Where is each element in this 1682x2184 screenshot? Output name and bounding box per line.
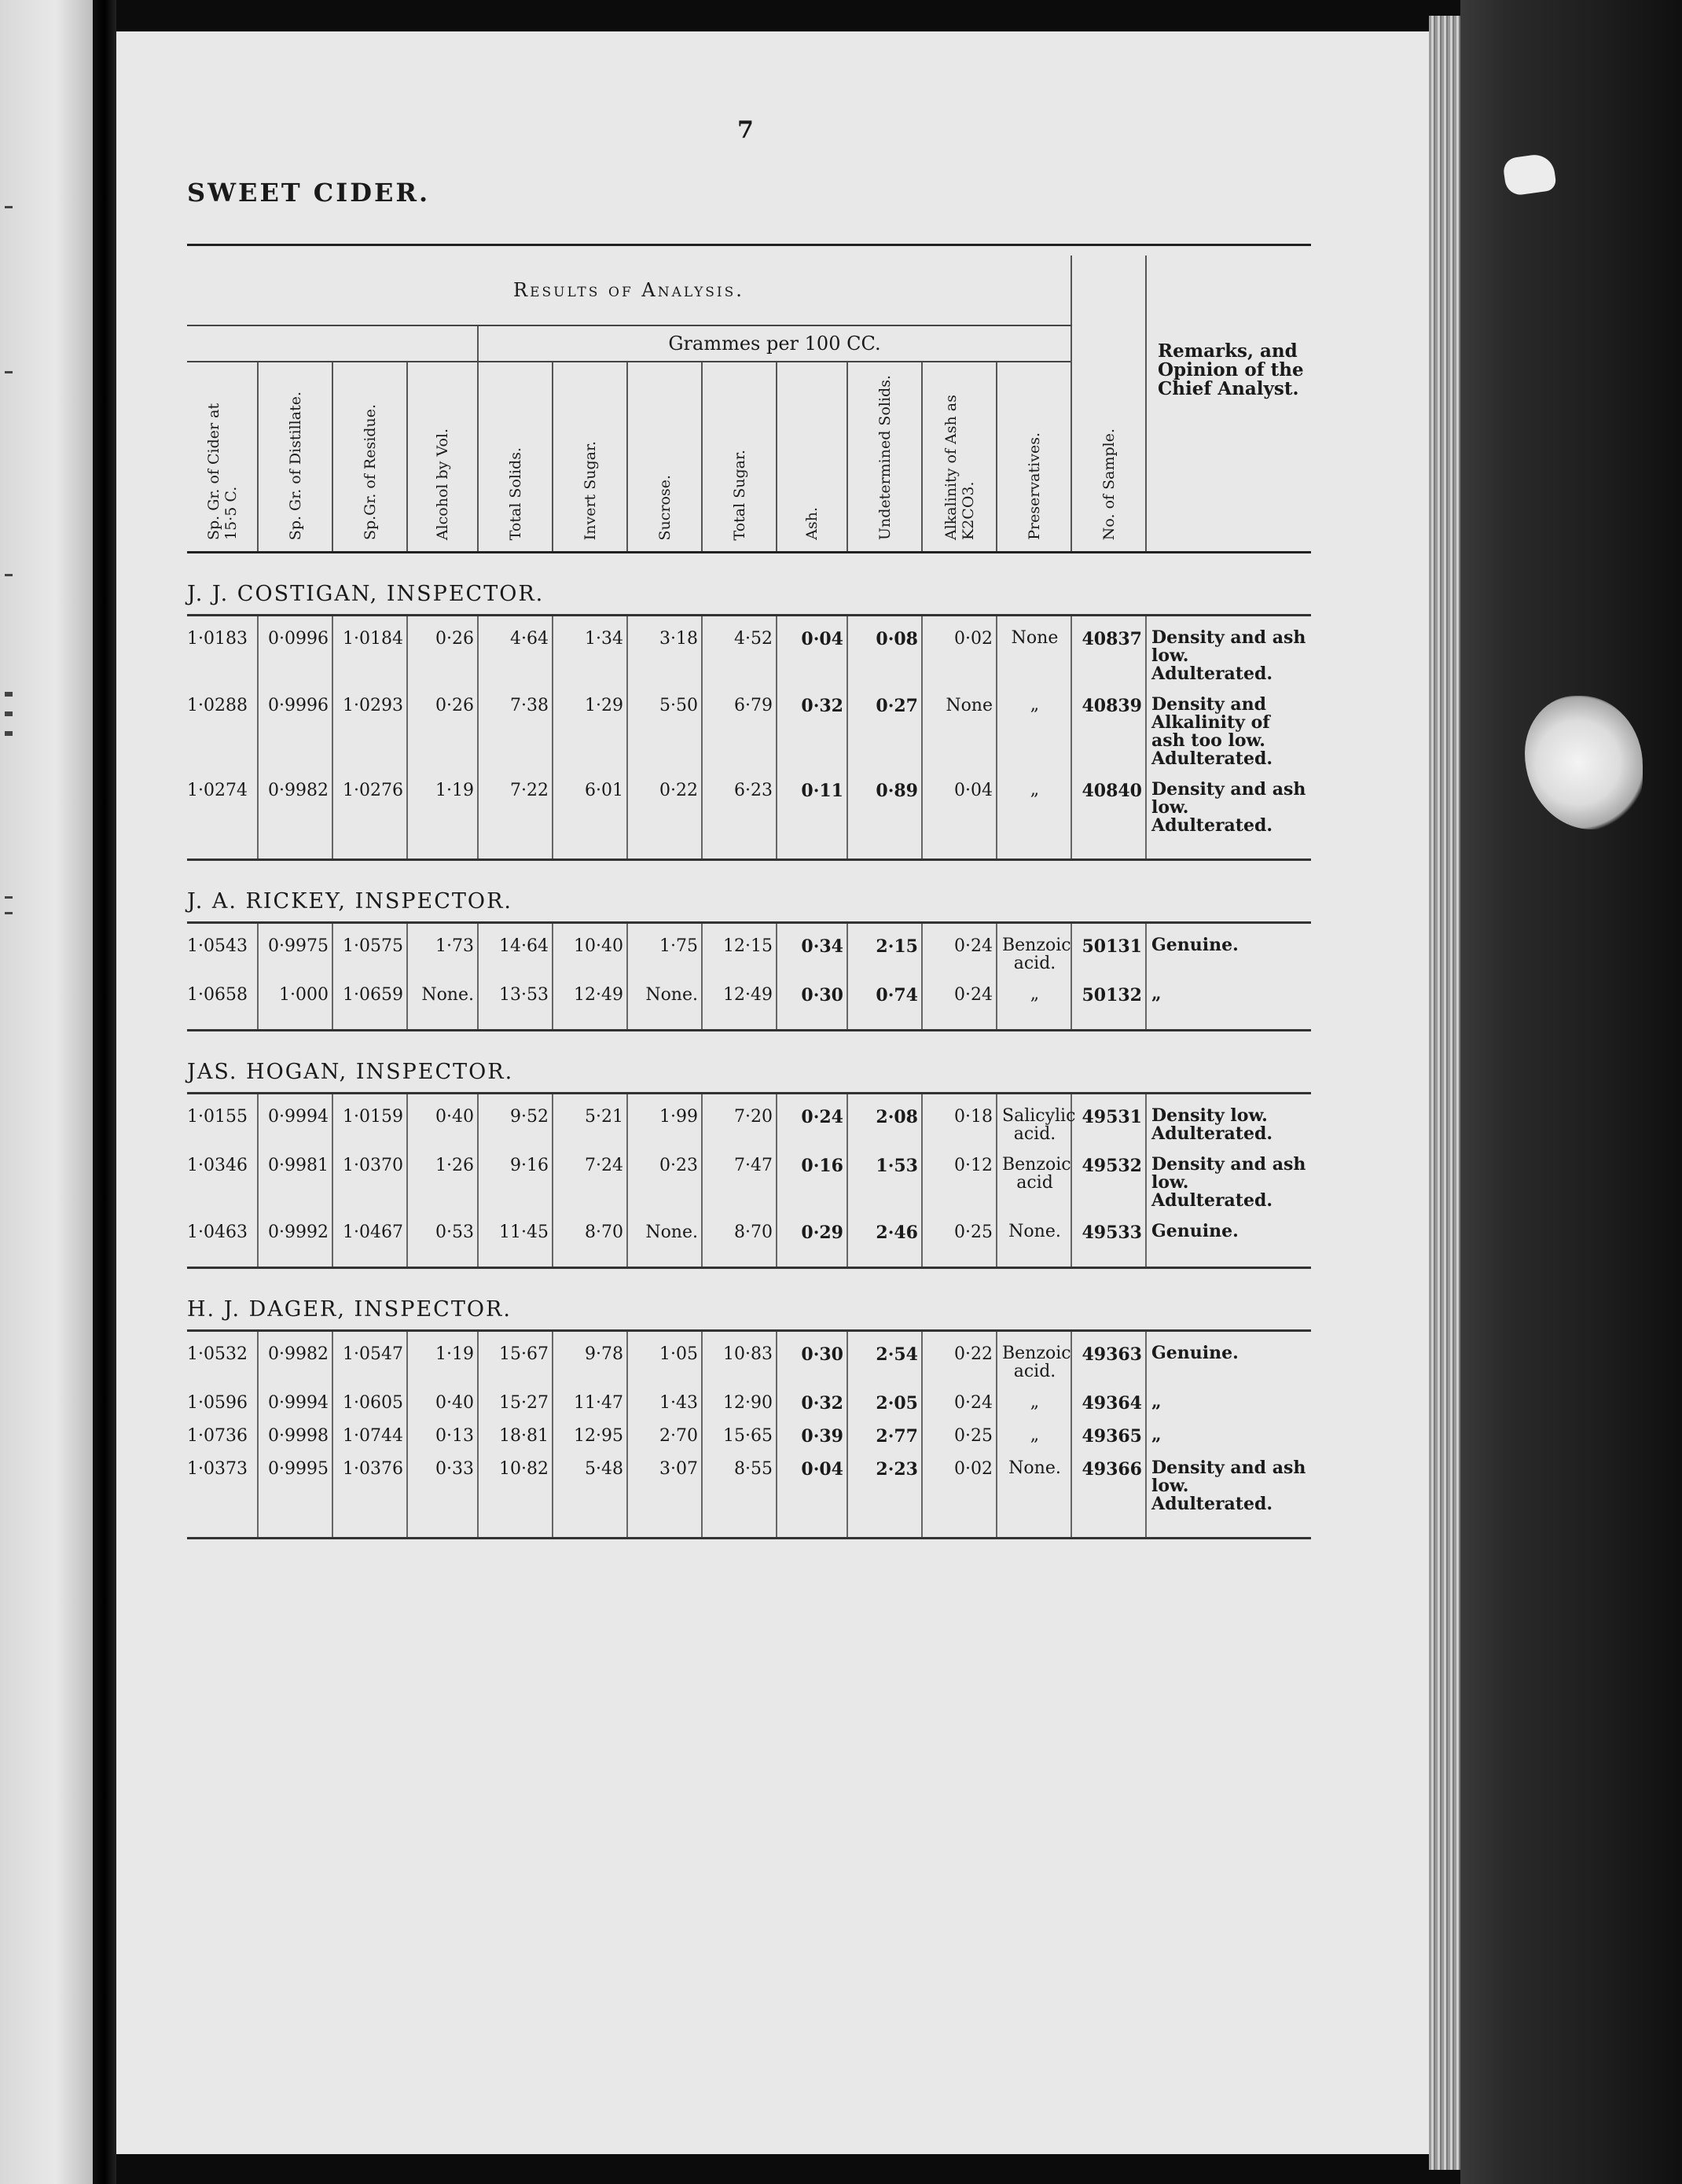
- table-row: [187, 1094, 1311, 1144]
- page-edges: [1429, 16, 1460, 2170]
- inspector-heading: H. J. DAGER, INSPECTOR.: [187, 1268, 1311, 1331]
- table-row: [187, 1447, 1311, 1513]
- table-cell: None.: [997, 1447, 1071, 1513]
- table-cell: 1·0276: [332, 768, 407, 835]
- table-cell: 1·0658: [187, 985, 248, 1005]
- section-end-rule: [187, 1513, 1311, 1539]
- table-cell: 0·9992: [258, 1210, 332, 1243]
- table-cell: 0·30: [777, 1331, 847, 1381]
- inspector-heading: JAS. HOGAN, INSPECTOR.: [187, 1031, 1311, 1094]
- table-cell: 1·0183: [187, 629, 248, 649]
- table-cell: 12·49: [553, 973, 627, 1006]
- table-cell: 2·15: [847, 923, 922, 973]
- table-cell: 7·24: [553, 1143, 627, 1210]
- table-cell: 2·23: [847, 1447, 922, 1513]
- table-cell: 0·9998: [258, 1414, 332, 1447]
- table-cell: 7·47: [702, 1143, 777, 1210]
- table-cell: 1·0605: [332, 1381, 407, 1414]
- column-header: Alcohol by Vol.: [407, 362, 478, 553]
- remarks-cell: „: [1146, 1414, 1311, 1447]
- table-cell: 6·01: [553, 768, 627, 835]
- grammes-per-100cc-header: Grammes per 100 CC.: [478, 325, 1071, 362]
- column-header: Total Solids.: [478, 362, 553, 553]
- table-row: [187, 1210, 1311, 1243]
- table-row: [187, 1414, 1311, 1447]
- table-cell: 0·25: [922, 1414, 997, 1447]
- table-cell: 1·0370: [332, 1143, 407, 1210]
- table-cell: 1·0543: [187, 936, 248, 956]
- column-header: Undetermined Solids.: [847, 362, 922, 553]
- table-cell: 0·9982: [258, 768, 332, 835]
- table-cell: None: [922, 683, 997, 768]
- table-cell: 1·99: [627, 1094, 702, 1144]
- table-cell: 0·26: [407, 683, 478, 768]
- spine-stain-mark: [1525, 696, 1643, 829]
- table-cell: 0·12: [922, 1143, 997, 1210]
- inspector-row: [187, 553, 1311, 616]
- sample-number-cell: 49363: [1071, 1331, 1146, 1381]
- table-cell: 14·64: [478, 923, 553, 973]
- table-cell: 1·43: [627, 1381, 702, 1414]
- table-cell: „: [997, 683, 1071, 768]
- table-cell: 7·38: [478, 683, 553, 768]
- remarks-cell: Density and ash low. Adulterated.: [1146, 768, 1311, 835]
- remarks-cell: Density and ash low. Adulterated.: [1146, 1143, 1311, 1210]
- remarks-header: Remarks, and Opinion of the Chief Analyst.: [1146, 256, 1311, 553]
- table-cell: 1·0744: [332, 1414, 407, 1447]
- remarks-cell: Genuine.: [1146, 923, 1311, 973]
- sample-number-header: No. of Sample.: [1071, 256, 1146, 553]
- table-cell: 0·9982: [258, 1331, 332, 1381]
- table-cell: 0·30: [777, 973, 847, 1006]
- table-cell: 0·9996: [258, 683, 332, 768]
- table-cell: 0·9975: [258, 923, 332, 973]
- table-cell: 0·32: [777, 683, 847, 768]
- table-cell: 1·0159: [332, 1094, 407, 1144]
- table-cell: 10·40: [553, 923, 627, 973]
- table-cell: 1·000: [258, 973, 332, 1006]
- table-cell: 0·18: [922, 1094, 997, 1144]
- table-body: [187, 553, 1311, 1539]
- table-cell: 5·21: [553, 1094, 627, 1144]
- table-cell: 0·40: [407, 1381, 478, 1414]
- sample-number-cell: 50131: [1071, 923, 1146, 973]
- table-cell: 1·0288: [187, 696, 248, 715]
- table-cell: 0·39: [777, 1414, 847, 1447]
- table-cell: 13·53: [478, 973, 553, 1006]
- table-cell: 11·47: [553, 1381, 627, 1414]
- table-cell: 5·50: [627, 683, 702, 768]
- table-cell: 0·02: [922, 1447, 997, 1513]
- remarks-cell: „: [1146, 973, 1311, 1006]
- table-cell: 0·24: [922, 973, 997, 1006]
- remarks-cell: Density and ash low. Adulterated.: [1146, 1447, 1311, 1513]
- table-cell: 5·48: [553, 1447, 627, 1513]
- table-cell: 12·95: [553, 1414, 627, 1447]
- table-cell: 0·53: [407, 1210, 478, 1243]
- table-cell: 0·89: [847, 768, 922, 835]
- table-cell: Benzoic acid: [997, 1143, 1071, 1210]
- table-cell: 2·05: [847, 1381, 922, 1414]
- spine-label-mark: [1502, 153, 1557, 197]
- table-cell: 1·0736: [187, 1426, 248, 1446]
- sample-number-cell: 40840: [1071, 768, 1146, 835]
- table-cell: 0·26: [407, 616, 478, 684]
- table-cell: 4·52: [702, 616, 777, 684]
- table-cell: None.: [627, 1210, 702, 1243]
- table-cell: None.: [627, 973, 702, 1006]
- table-cell: 1·0596: [187, 1393, 248, 1413]
- column-header: Ash.: [777, 362, 847, 553]
- table-cell: 12·49: [702, 973, 777, 1006]
- sample-number-cell: 49533: [1071, 1210, 1146, 1243]
- table-cell: Benzoic acid.: [997, 1331, 1071, 1381]
- table-cell: 0·32: [777, 1381, 847, 1414]
- table-cell: 1·0532: [187, 1344, 248, 1364]
- page-number: 7: [737, 116, 754, 144]
- table-cell: 1·0274: [187, 781, 248, 800]
- table-cell: „: [997, 768, 1071, 835]
- table-cell: 0·24: [777, 1094, 847, 1144]
- inspector-heading: J. J. COSTIGAN, INSPECTOR.: [187, 553, 1311, 616]
- sample-number-cell: 40837: [1071, 616, 1146, 684]
- table-cell: 1·34: [553, 616, 627, 684]
- table-cell: 1·73: [407, 923, 478, 973]
- table-cell: 1·75: [627, 923, 702, 973]
- table-cell: 0·9995: [258, 1447, 332, 1513]
- table-cell: 9·78: [553, 1331, 627, 1381]
- table-cell: 0·0996: [258, 616, 332, 684]
- table-cell: 15·67: [478, 1331, 553, 1381]
- table-cell: 0·04: [922, 768, 997, 835]
- table-cell: 0·24: [922, 923, 997, 973]
- table-cell: None.: [407, 973, 478, 1006]
- table-cell: 1·0293: [332, 683, 407, 768]
- sample-number-cell: 49364: [1071, 1381, 1146, 1414]
- table-cell: 0·02: [922, 616, 997, 684]
- table-cell: 1·29: [553, 683, 627, 768]
- section-end-rule: [187, 1243, 1311, 1268]
- table-cell: 10·83: [702, 1331, 777, 1381]
- column-header: Invert Sugar.: [553, 362, 627, 553]
- table-cell: 1·0463: [187, 1223, 248, 1242]
- table-cell: 6·23: [702, 768, 777, 835]
- table-cell: 0·40: [407, 1094, 478, 1144]
- remarks-cell: Density and ash low. Adulterated.: [1146, 616, 1311, 684]
- table-cell: 0·04: [777, 616, 847, 684]
- section-end-rule: [187, 1006, 1311, 1031]
- facing-page-edge: [0, 0, 93, 2184]
- table-cell: 2·77: [847, 1414, 922, 1447]
- table-cell: 7·22: [478, 768, 553, 835]
- table-cell: 0·08: [847, 616, 922, 684]
- table-cell: 7·20: [702, 1094, 777, 1144]
- table-row: [187, 973, 1311, 1006]
- table-cell: 12·15: [702, 923, 777, 973]
- top-rule: [187, 245, 1311, 256]
- table-cell: 18·81: [478, 1414, 553, 1447]
- column-header: Sp.Gr. of Residue.: [332, 362, 407, 553]
- column-header: Sp. Gr. of Distillate.: [258, 362, 332, 553]
- table-cell: 1·0575: [332, 923, 407, 973]
- table-cell: Salicylic acid.: [997, 1094, 1071, 1144]
- table-cell: „: [997, 973, 1071, 1006]
- table-cell: 10·82: [478, 1447, 553, 1513]
- inspector-row: [187, 860, 1311, 923]
- table-cell: 1·0346: [187, 1156, 248, 1175]
- table-cell: 1·0376: [332, 1447, 407, 1513]
- table-cell: 0·27: [847, 683, 922, 768]
- table-cell: 0·9994: [258, 1094, 332, 1144]
- table-cell: 3·07: [627, 1447, 702, 1513]
- table-cell: 1·19: [407, 768, 478, 835]
- column-header: Sucrose.: [627, 362, 702, 553]
- table-cell: 0·16: [777, 1143, 847, 1210]
- table-cell: 8·55: [702, 1447, 777, 1513]
- table-cell: 1·0659: [332, 973, 407, 1006]
- table-cell: 0·13: [407, 1414, 478, 1447]
- table-cell: 2·46: [847, 1210, 922, 1243]
- table-cell: 1·0155: [187, 1107, 248, 1127]
- sample-number-cell: 49531: [1071, 1094, 1146, 1144]
- table-cell: 4·64: [478, 616, 553, 684]
- table-cell: 0·9994: [258, 1381, 332, 1414]
- table-row: [187, 1381, 1311, 1414]
- table-cell: 9·16: [478, 1143, 553, 1210]
- remarks-cell: Density low. Adulterated.: [1146, 1094, 1311, 1144]
- table-cell: 1·19: [407, 1331, 478, 1381]
- table-row: [187, 1331, 1311, 1381]
- remarks-cell: Genuine.: [1146, 1210, 1311, 1243]
- book-gutter: [93, 0, 116, 2184]
- table-row: [187, 1143, 1311, 1210]
- column-header: Alkalinity of Ash as K2CO3.: [922, 362, 997, 553]
- analysis-table: [187, 244, 1311, 1539]
- sample-number-cell: 40839: [1071, 683, 1146, 768]
- table-cell: 0·23: [627, 1143, 702, 1210]
- inspector-row: [187, 1268, 1311, 1331]
- table-cell: 0·22: [922, 1331, 997, 1381]
- table-cell: 1·0373: [187, 1459, 248, 1479]
- table-cell: 2·08: [847, 1094, 922, 1144]
- section-end-rule: [187, 835, 1311, 860]
- table-cell: 2·54: [847, 1331, 922, 1381]
- table-cell: 0·11: [777, 768, 847, 835]
- sample-number-cell: 50132: [1071, 973, 1146, 1006]
- table-cell: 1·0467: [332, 1210, 407, 1243]
- table-row: [187, 683, 1311, 768]
- table-cell: 3·18: [627, 616, 702, 684]
- table-cell: 0·29: [777, 1210, 847, 1243]
- table-cell: Benzoic acid.: [997, 923, 1071, 973]
- table-cell: 0·34: [777, 923, 847, 973]
- sample-number-cell: 49366: [1071, 1447, 1146, 1513]
- table-cell: „: [997, 1381, 1071, 1414]
- group-header-row: [187, 256, 1311, 325]
- column-header: Total Sugar.: [702, 362, 777, 553]
- table-cell: 0·25: [922, 1210, 997, 1243]
- table-row: [187, 768, 1311, 835]
- table-cell: 1·53: [847, 1143, 922, 1210]
- table-cell: 0·22: [627, 768, 702, 835]
- sample-number-cell: 49365: [1071, 1414, 1146, 1447]
- facing-page-marks: [0, 0, 93, 2184]
- book-spine: [1460, 0, 1682, 2184]
- table-cell: 9·52: [478, 1094, 553, 1144]
- table-cell: 15·65: [702, 1414, 777, 1447]
- inspector-heading: J. A. RICKEY, INSPECTOR.: [187, 860, 1311, 923]
- table-cell: 0·33: [407, 1447, 478, 1513]
- page-title: SWEET CIDER.: [187, 178, 431, 208]
- sample-number-cell: 49532: [1071, 1143, 1146, 1210]
- table-cell: 8·70: [702, 1210, 777, 1243]
- table-cell: None: [997, 616, 1071, 684]
- table-cell: 0·74: [847, 973, 922, 1006]
- table-cell: 6·79: [702, 683, 777, 768]
- table-cell: 1·0547: [332, 1331, 407, 1381]
- remarks-cell: „: [1146, 1381, 1311, 1414]
- table-cell: 0·9981: [258, 1143, 332, 1210]
- table-cell: 0·24: [922, 1381, 997, 1414]
- table-cell: None.: [997, 1210, 1071, 1243]
- inspector-row: [187, 1031, 1311, 1094]
- table-row: [187, 616, 1311, 684]
- table-row: [187, 923, 1311, 973]
- table-cell: 15·27: [478, 1381, 553, 1414]
- table-cell: 12·90: [702, 1381, 777, 1414]
- remarks-cell: Density and Alkalinity of ash too low. Adulterated.: [1146, 683, 1311, 768]
- table-cell: 2·70: [627, 1414, 702, 1447]
- table-cell: „: [997, 1414, 1071, 1447]
- table-cell: 1·0184: [332, 616, 407, 684]
- table-cell: 11·45: [478, 1210, 553, 1243]
- table-cell: 1·05: [627, 1331, 702, 1381]
- column-header: Preservatives.: [997, 362, 1071, 553]
- remarks-cell: Genuine.: [1146, 1331, 1311, 1381]
- table-cell: 8·70: [553, 1210, 627, 1243]
- table-cell: 1·26: [407, 1143, 478, 1210]
- table-cell: 0·04: [777, 1447, 847, 1513]
- results-of-analysis-header: Results of Analysis.: [187, 256, 1071, 325]
- column-header: Sp. Gr. of Cider at 15·5 C.: [187, 362, 258, 553]
